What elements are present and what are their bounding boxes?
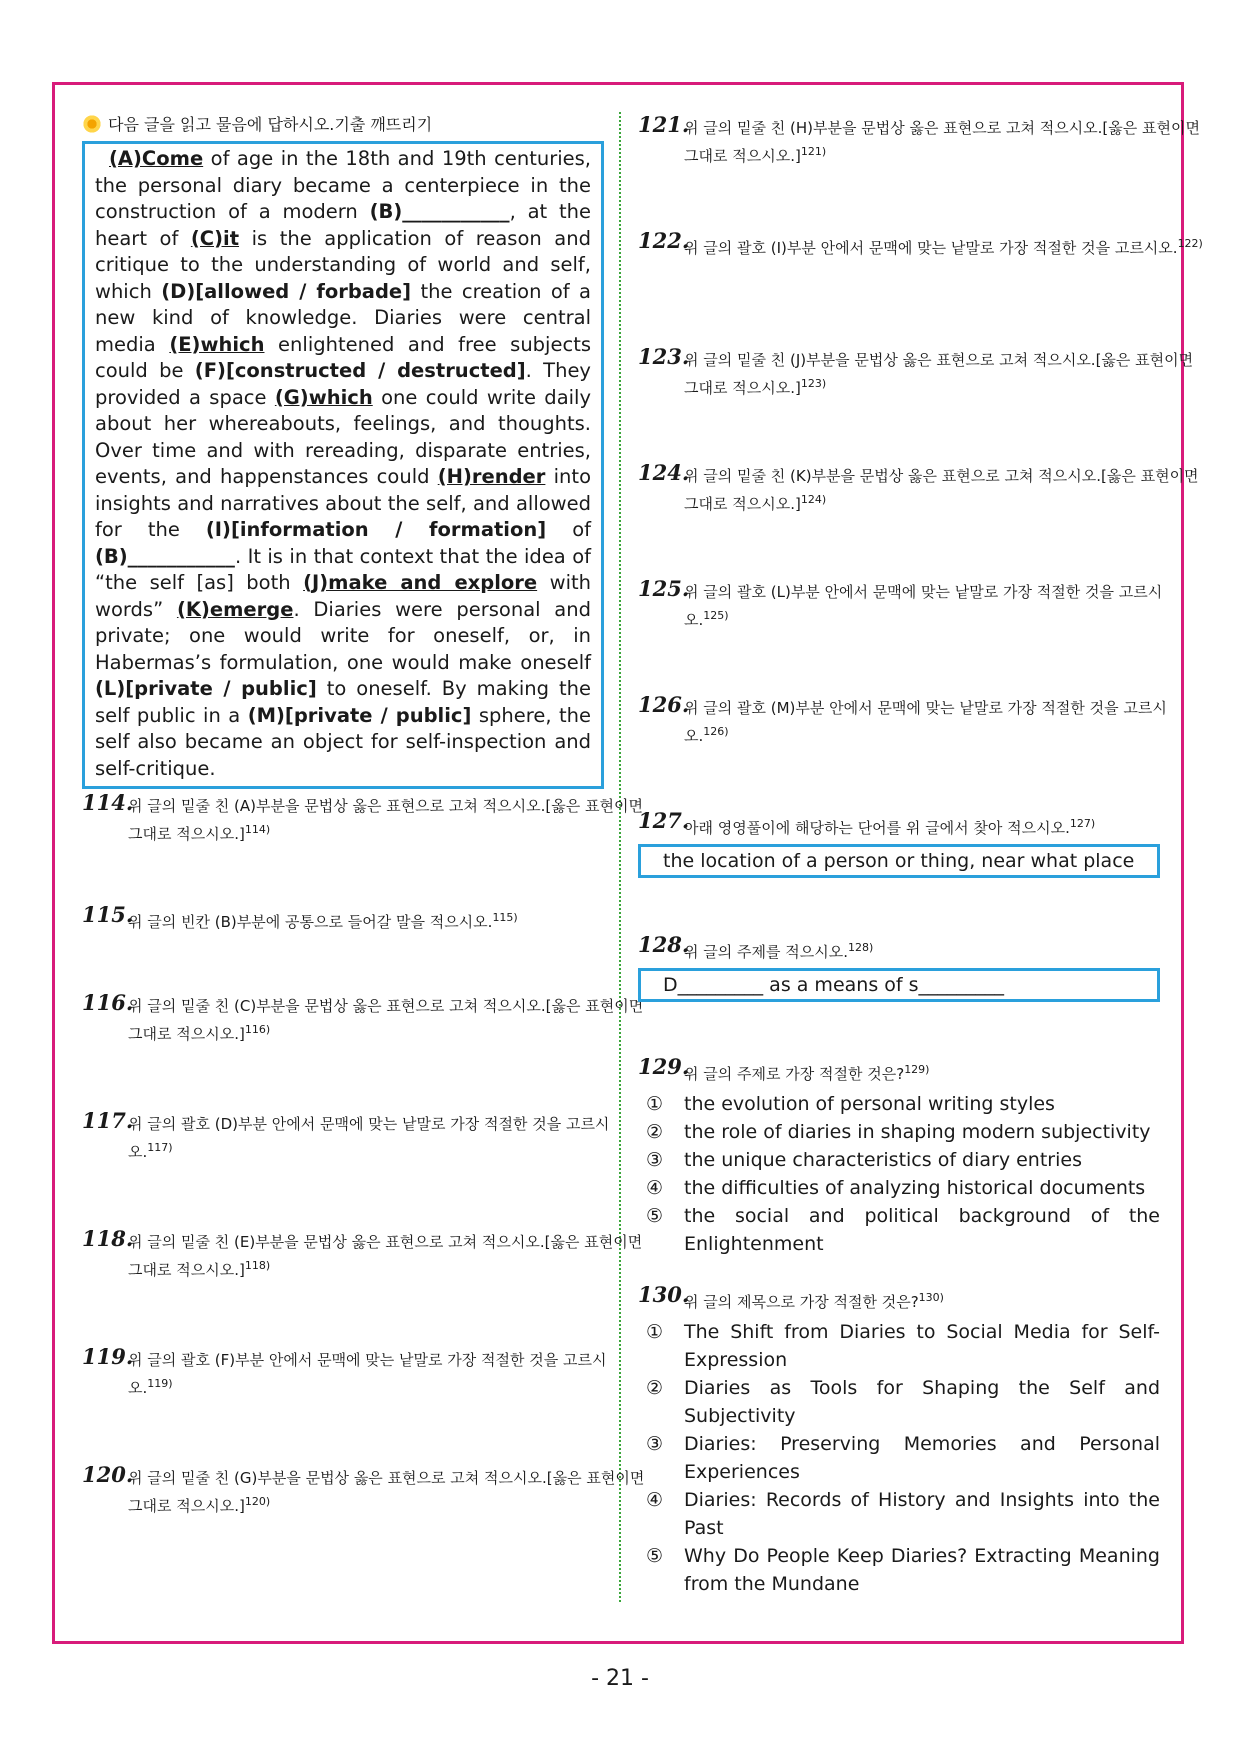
option[interactable] (638, 1202, 1160, 1258)
question-129 (638, 1054, 1160, 1258)
question-text: 위 글의 괄호 (L)부분 안에서 문맥에 맞는 낱말로 가장 적절한 것을 고르시오. (684, 583, 1163, 629)
blank-b: (B)___________ (369, 200, 510, 223)
option-marker: ④ (646, 1177, 664, 1199)
question-text: 위 글의 괄호 (M)부분 안에서 문맥에 맞는 낱말로 가장 적절한 것을 고르시오. (684, 699, 1167, 745)
footnote-ref: 125) (703, 609, 729, 622)
question-text: 위 글의 밑줄 친 (A)부분을 문법상 옳은 표현으로 고쳐 적으시오.[옳은 표현이면 그대로 적으시오.] (128, 797, 643, 843)
option-marker: ⑤ (646, 1545, 664, 1567)
question-number: 123. (638, 344, 690, 369)
footnote-ref: 116) (244, 1023, 271, 1036)
passage-seg: of age in the 18th and 19th centuries, the personal diary became a centerpiece in the construction of a modern (95, 147, 591, 223)
option[interactable] (638, 1430, 1160, 1486)
question-text: 위 글의 괄호 (D)부분 안에서 문맥에 맞는 낱말로 가장 적절한 것을 고르시오. (128, 1115, 610, 1161)
option-marker: ⑤ (646, 1205, 664, 1227)
question-text: 위 글의 괄호 (I)부분 안에서 문맥에 맞는 낱말로 가장 적절한 것을 고르시오. (684, 239, 1178, 257)
question-text: 위 글의 밑줄 친 (H)부분을 문법상 옳은 표현으로 고쳐 적으시오.[옳은 표현이면 그대로 적으시오.] (684, 119, 1200, 165)
footnote-ref: 114) (244, 823, 271, 836)
passage-seg: to oneself. By making the self public in a (95, 677, 592, 727)
option[interactable] (638, 1090, 1160, 1118)
option[interactable] (638, 1174, 1160, 1202)
left-column (82, 112, 645, 1515)
option[interactable] (638, 1486, 1160, 1542)
question-119 (82, 1344, 650, 1400)
question-114 (82, 790, 650, 846)
marker-g: (G)which (274, 385, 373, 409)
question-text: 위 글의 주제로 가장 적절한 것은? (684, 1065, 905, 1083)
passage-seg: sphere, the self also became an object for self-inspection and self-critique. (95, 703, 592, 780)
options-130 (638, 1318, 1160, 1598)
passage-seg: into insights and narratives about the self, and allowed for the (95, 465, 591, 541)
question-127-prompt (638, 808, 1160, 840)
footnote-ref: 118) (244, 1259, 271, 1272)
question-122 (638, 228, 1206, 260)
option-marker: ③ (646, 1149, 664, 1171)
question-number: 116. (82, 990, 134, 1015)
question-128 (638, 932, 1160, 1002)
blank-b2: (B)___________ (95, 544, 235, 568)
footnote-ref: 119) (147, 1377, 173, 1390)
question-text: 위 글의 빈칸 (B)부분에 공통으로 들어갈 말을 적으시오. (128, 913, 493, 931)
reading-passage (82, 141, 604, 789)
question-text: 아래 영영풀이에 해당하는 단어를 위 글에서 찾아 적으시오. (684, 819, 1070, 837)
marker-h: (H)render (437, 465, 546, 488)
option-marker: ① (646, 1093, 664, 1115)
footnote-ref: 115) (492, 911, 518, 924)
footnote-ref: 127) (1069, 817, 1096, 830)
option-text: Diaries: Preserving Memories and Personal Experiences (684, 1433, 1160, 1483)
marker-e: (E)which (169, 332, 265, 356)
option-text: Diaries: Records of History and Insights into the Past (684, 1489, 1160, 1539)
option-marker: ① (646, 1321, 664, 1343)
question-text: 위 글의 밑줄 친 (G)부분을 문법상 옳은 표현으로 고쳐 적으시오.[옳은 표현이면 그대로 적으시오.] (128, 1469, 645, 1515)
bracket-d: (D)[allowed / forbade] (161, 279, 412, 303)
question-129-prompt (638, 1054, 1160, 1086)
bracket-i: (I)[information / formation] (205, 518, 547, 541)
option-text: Diaries as Tools for Shaping the Self and Subjectivity (684, 1377, 1160, 1427)
option-marker: ③ (646, 1433, 664, 1455)
options-129 (638, 1090, 1160, 1258)
option[interactable] (638, 1318, 1160, 1374)
question-text: 위 글의 제목으로 가장 적절한 것은? (684, 1293, 919, 1311)
marker-c: (C)it (190, 226, 240, 250)
question-130-prompt (638, 1282, 1160, 1314)
passage-seg: is the application of reason and critique to the understanding of world and self, which (95, 226, 591, 303)
footnote-ref: 120) (244, 1495, 271, 1508)
question-number: 114. (82, 790, 134, 815)
question-number: 119. (82, 1344, 134, 1369)
question-number: 122. (638, 228, 690, 253)
passage-seg: , at the heart of (95, 200, 591, 250)
passage-seg: of (572, 518, 591, 541)
question-115 (82, 902, 650, 934)
question-123 (638, 344, 1206, 400)
passage-text (95, 146, 591, 782)
option-text: the unique characteristics of diary entries (684, 1149, 1082, 1171)
bracket-m: (M)[private / public] (247, 703, 472, 727)
footnote-ref: 124) (800, 493, 827, 506)
question-number: 120. (82, 1462, 134, 1487)
page-number: - 21 - (591, 1666, 649, 1691)
option-text: The Shift from Diaries to Social Media for Self-Expression (684, 1321, 1160, 1371)
question-number: 126. (638, 692, 690, 717)
question-number: 129. (638, 1054, 690, 1079)
question-118 (82, 1226, 650, 1282)
option-text: the evolution of personal writing styles (684, 1093, 1055, 1115)
bracket-f: (F)[constructed / destructed] (194, 359, 526, 382)
question-text: 위 글의 주제를 적으시오. (684, 943, 848, 961)
definition-box: the location of a person or thing, near what place (638, 844, 1160, 878)
footnote-ref: 121) (800, 145, 827, 158)
instruction-text: 다음 글을 읽고 물음에 답하시오.기출 깨뜨리기 (108, 115, 433, 134)
passage-seg: one could write daily about her whereabouts, feelings, and thoughts. Over time and with rereading, disparate entries, events, and happenstances could (95, 385, 592, 488)
question-number: 130. (638, 1282, 690, 1307)
option[interactable] (638, 1374, 1160, 1430)
footnote-ref: 122) (1177, 237, 1203, 250)
footnote-ref: 117) (147, 1141, 173, 1154)
question-126 (638, 692, 1206, 748)
topic-fill-box: D_________ as a means of s_________ (638, 968, 1160, 1002)
option-text: the role of diaries in shaping modern subjectivity (684, 1121, 1151, 1143)
option-text: the difficulties of analyzing historical documents (684, 1177, 1146, 1199)
question-number: 115. (82, 902, 134, 927)
question-text: 위 글의 밑줄 친 (K)부분을 문법상 옳은 표현으로 고쳐 적으시오.[옳은 표현이면 그대로 적으시오.] (684, 467, 1199, 513)
question-130 (638, 1282, 1160, 1598)
flower-icon (82, 114, 102, 134)
passage-seg: . It is in that context that the idea of “the self [as] both (95, 544, 591, 594)
footnote-ref: 130) (918, 1291, 944, 1304)
option-marker: ② (646, 1121, 664, 1143)
question-127 (638, 808, 1160, 878)
option[interactable] (638, 1146, 1160, 1174)
question-text: 위 글의 밑줄 친 (C)부분을 문법상 옳은 표현으로 고쳐 적으시오.[옳은 표현이면 그대로 적으시오.] (128, 997, 644, 1043)
option-marker: ② (646, 1377, 664, 1399)
footnote-ref: 128) (847, 941, 874, 954)
question-number: 124. (638, 460, 690, 485)
question-number: 128. (638, 932, 690, 957)
question-117 (82, 1108, 650, 1164)
option[interactable] (638, 1118, 1160, 1146)
passage-seg: . They provided a space (95, 359, 591, 409)
passage-seg: with words” (95, 571, 591, 621)
question-text: 위 글의 괄호 (F)부분 안에서 문맥에 맞는 낱말로 가장 적절한 것을 고르시오. (128, 1351, 607, 1397)
question-number: 117. (82, 1108, 134, 1133)
option-text: the social and political background of the Enlightenment (684, 1205, 1160, 1255)
instruction (82, 112, 604, 135)
question-124 (638, 460, 1206, 516)
question-number: 127. (638, 808, 690, 833)
option[interactable] (638, 1542, 1160, 1598)
question-121 (638, 112, 1206, 168)
bracket-l: (L)[private / public] (95, 677, 317, 700)
passage-seg: . Diaries were personal and private; one would write for oneself, or, in Habermas’s formulation, one would make oneself (95, 597, 591, 674)
option-marker: ④ (646, 1489, 664, 1511)
question-text: 위 글의 밑줄 친 (J)부분을 문법상 옳은 표현으로 고쳐 적으시오.[옳은 표현이면 그대로 적으시오.] (684, 351, 1194, 397)
question-125 (638, 576, 1206, 632)
question-128-prompt (638, 932, 1160, 964)
marker-k: (K)emerge (176, 597, 294, 621)
footnote-ref: 126) (703, 725, 729, 738)
footnote-ref: 123) (800, 377, 827, 390)
question-text: 위 글의 밑줄 친 (E)부분을 문법상 옳은 표현으로 고쳐 적으시오.[옳은 표현이면 그대로 적으시오.] (128, 1233, 643, 1279)
option-text: Why Do People Keep Diaries? Extracting Meaning from the Mundane (684, 1545, 1160, 1595)
question-number: 121. (638, 112, 690, 137)
question-number: 125. (638, 576, 690, 601)
passage-seg: the creation of a new kind of knowledge. Diaries were central media (95, 279, 592, 356)
footnote-ref: 129) (904, 1063, 930, 1076)
passage-seg: enlightened and free subjects could be (95, 332, 591, 382)
marker-j: (J)make and explore (303, 571, 538, 594)
marker-a: (A)Come (109, 147, 204, 170)
question-116 (82, 990, 650, 1046)
question-120 (82, 1462, 650, 1518)
question-number: 118. (82, 1226, 134, 1251)
